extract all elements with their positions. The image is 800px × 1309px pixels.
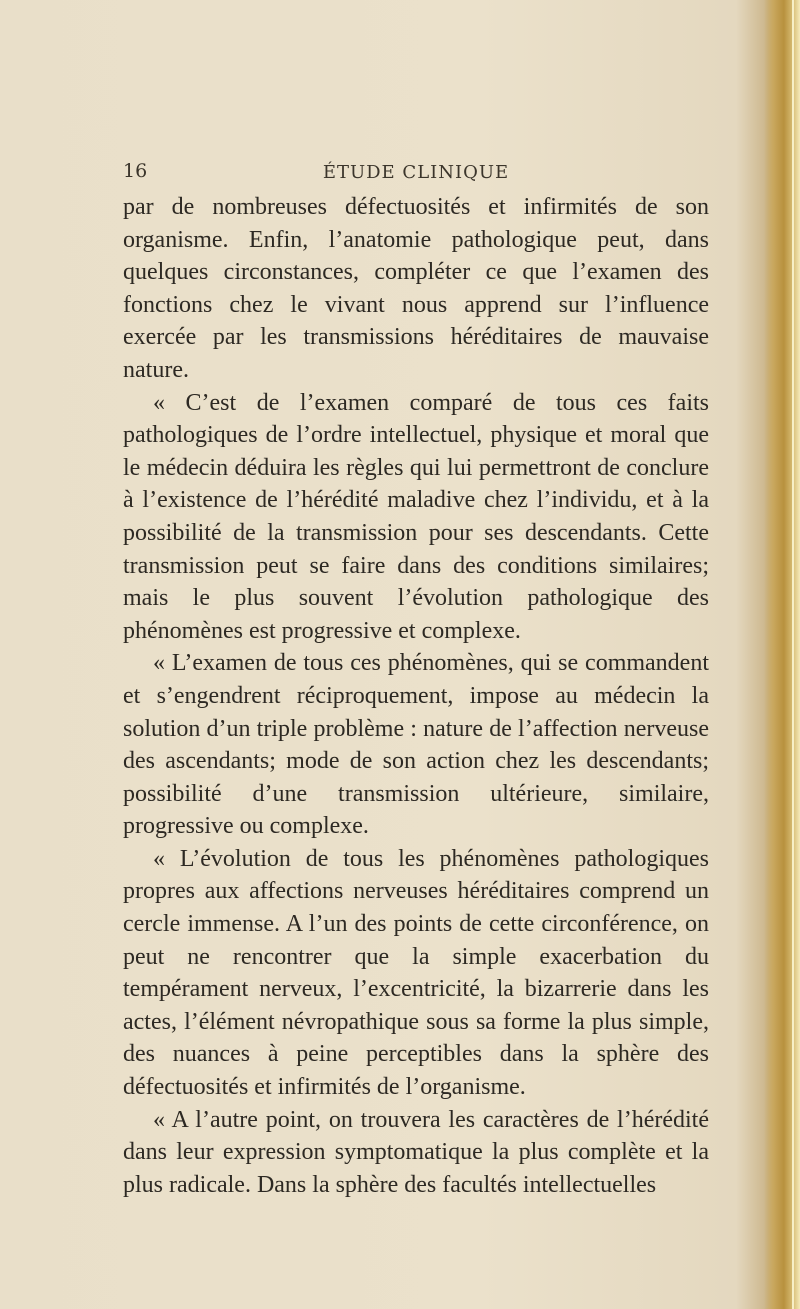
paragraph-continuation: par de nombreuses défectuosités et infirmités de son organisme. Enfin, l’anatomie pathologique peut, dans quelques circonstances, compléter ce que l’examen des fonctions chez le vivant nous apprend sur l’influence exercée par les transmissions héréditaires de mauvaise nature. — [123, 194, 709, 383]
page-edge-highlight — [792, 0, 794, 1309]
paragraph: « L’examen de tous ces phénomènes, qui se commandent et s’engendrent réciproquement, impose au médecin la solution d’un triple problème : nature de l’affection nerveuse des ascendants; mode de son action chez les descendants; possibilité d’une transmission ultérieure, similaire, progressive ou complexe. — [123, 650, 709, 840]
paragraph: « A l’autre point, on trouvera les caractères de l’hérédité dans leur expression symptomatique la plus complète et la plus radicale. Dans la sphère des facultés intellectuelles — [123, 1106, 709, 1198]
paragraph: « C’est de l’examen comparé de tous ces faits pathologiques de l’ordre intellectuel, physique et moral que le médecin déduira les règles qui lui permettront de conclure à l’existence de l’hérédité maladive chez l’individu, et à la possibilité de la transmission pour ses descendants. Cette transmission peut se faire dans des conditions similaires; mais le plus souvent l’évolution pathologique des phénomènes est progressive et complexe. — [123, 389, 709, 644]
body-text — [123, 191, 709, 1201]
running-title: ÉTUDE CLINIQUE — [322, 162, 510, 183]
paragraph: « L’évolution de tous les phénomènes pathologiques propres aux affections nerveuses héréditaires comprend un cercle immense. A l’un des points de cette circonférence, on peut ne rencontrer que la simple exacerbation du tempérament nerveux, l’excentricité, la bizarrerie dans les actes, l’élément névropathique sous sa forme la plus simple, des nuances à peine perceptibles dans la sphère des défectuosités et infirmités de l’organisme. — [123, 845, 709, 1101]
page-binding-edge — [764, 0, 800, 1309]
page-number: 16 — [123, 160, 148, 182]
page-header — [123, 160, 709, 188]
